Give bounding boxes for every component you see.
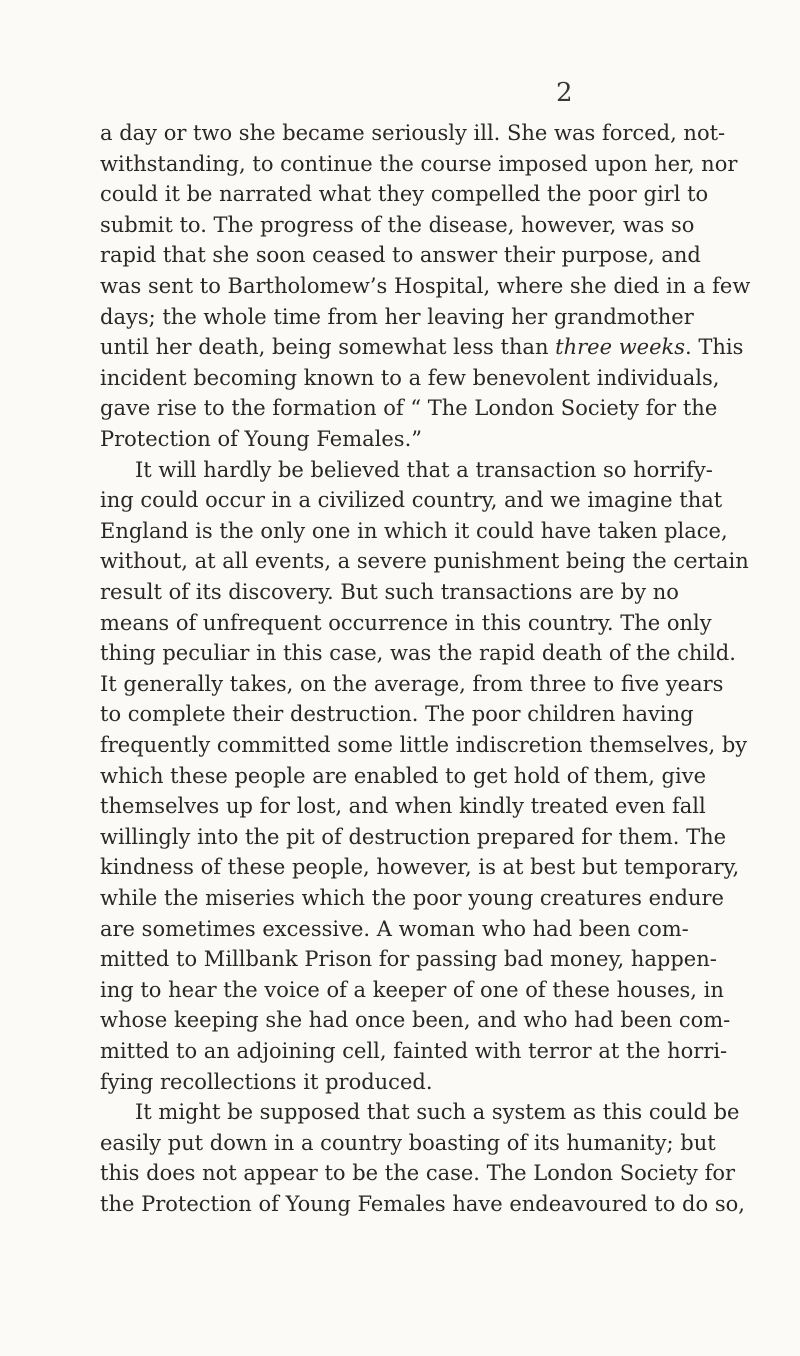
text-line: rapid that she soon ceased to answer their purpose, and bbox=[100, 243, 701, 267]
text-line: It generally takes, on the average, from three to five years bbox=[100, 672, 724, 696]
text-line: It might be supposed that such a system as this could be bbox=[135, 1100, 740, 1124]
text-line: Protection of Young Females.” bbox=[100, 427, 422, 451]
text-line: England is the only one in which it could have taken place, bbox=[100, 519, 728, 543]
text-line: submit to. The progress of the disease, however, was so bbox=[100, 213, 695, 237]
text-line: withstanding, to continue the course imposed upon her, nor bbox=[100, 152, 738, 176]
text-line: ing could occur in a civilized country, and we imagine that bbox=[100, 488, 723, 512]
text-line: incident becoming known to a few benevolent individuals, bbox=[100, 366, 720, 390]
text-line: mitted to an adjoining cell, fainted with terror at the horri- bbox=[100, 1039, 728, 1063]
text-line: which these people are enabled to get hold of them, give bbox=[100, 764, 707, 788]
text-line: was sent to Bartholomew’s Hospital, where she died in a few bbox=[100, 274, 751, 298]
text-line: thing peculiar in this case, was the rapid death of the child. bbox=[100, 641, 736, 665]
text-line: to complete their destruction. The poor children having bbox=[100, 702, 694, 726]
text-line: easily put down in a country boasting of its humanity; but bbox=[100, 1131, 716, 1155]
text-line: fying recollections it produced. bbox=[100, 1070, 433, 1094]
text-line: means of unfrequent occurrence in this country. The only bbox=[100, 611, 712, 635]
text-line: while the miseries which the poor young creatures endure bbox=[100, 886, 724, 910]
text-line: are sometimes excessive. A woman who had been com- bbox=[100, 917, 689, 941]
text-line: could it be narrated what they compelled the poor girl to bbox=[100, 182, 709, 206]
text-line: days; the whole time from her leaving her grandmother bbox=[100, 305, 694, 329]
text-line: It will hardly be believed that a transaction so horrify- bbox=[135, 458, 713, 482]
page-number: 2 bbox=[556, 78, 573, 108]
text-line: mitted to Millbank Prison for passing bad money, happen- bbox=[100, 947, 717, 971]
emphasis: three weeks bbox=[555, 335, 686, 359]
text-line: gave rise to the formation of “ The London Society for the bbox=[100, 396, 718, 420]
text-line: ing to hear the voice of a keeper of one of these houses, in bbox=[100, 978, 724, 1002]
text-line: themselves up for lost, and when kindly treated even fall bbox=[100, 794, 706, 818]
text-line: without, at all events, a severe punishment being the certain bbox=[100, 549, 749, 573]
text-line: willingly into the pit of destruction prepared for them. The bbox=[100, 825, 727, 849]
text-line: the Protection of Young Females have endeavoured to do so, bbox=[100, 1192, 745, 1216]
text-line: this does not appear to be the case. The London Society for bbox=[100, 1161, 736, 1185]
text-line: frequently committed some little indiscretion themselves, by bbox=[100, 733, 748, 757]
text-line: result of its discovery. But such transactions are by no bbox=[100, 580, 679, 604]
text-line: until her death, being somewhat less than three weeks. This bbox=[100, 335, 744, 359]
text-line: whose keeping she had once been, and who had been com- bbox=[100, 1008, 731, 1032]
text-line: kindness of these people, however, is at best but temporary, bbox=[100, 855, 740, 879]
text-line: a day or two she became seriously ill. She was forced, not- bbox=[100, 121, 726, 145]
